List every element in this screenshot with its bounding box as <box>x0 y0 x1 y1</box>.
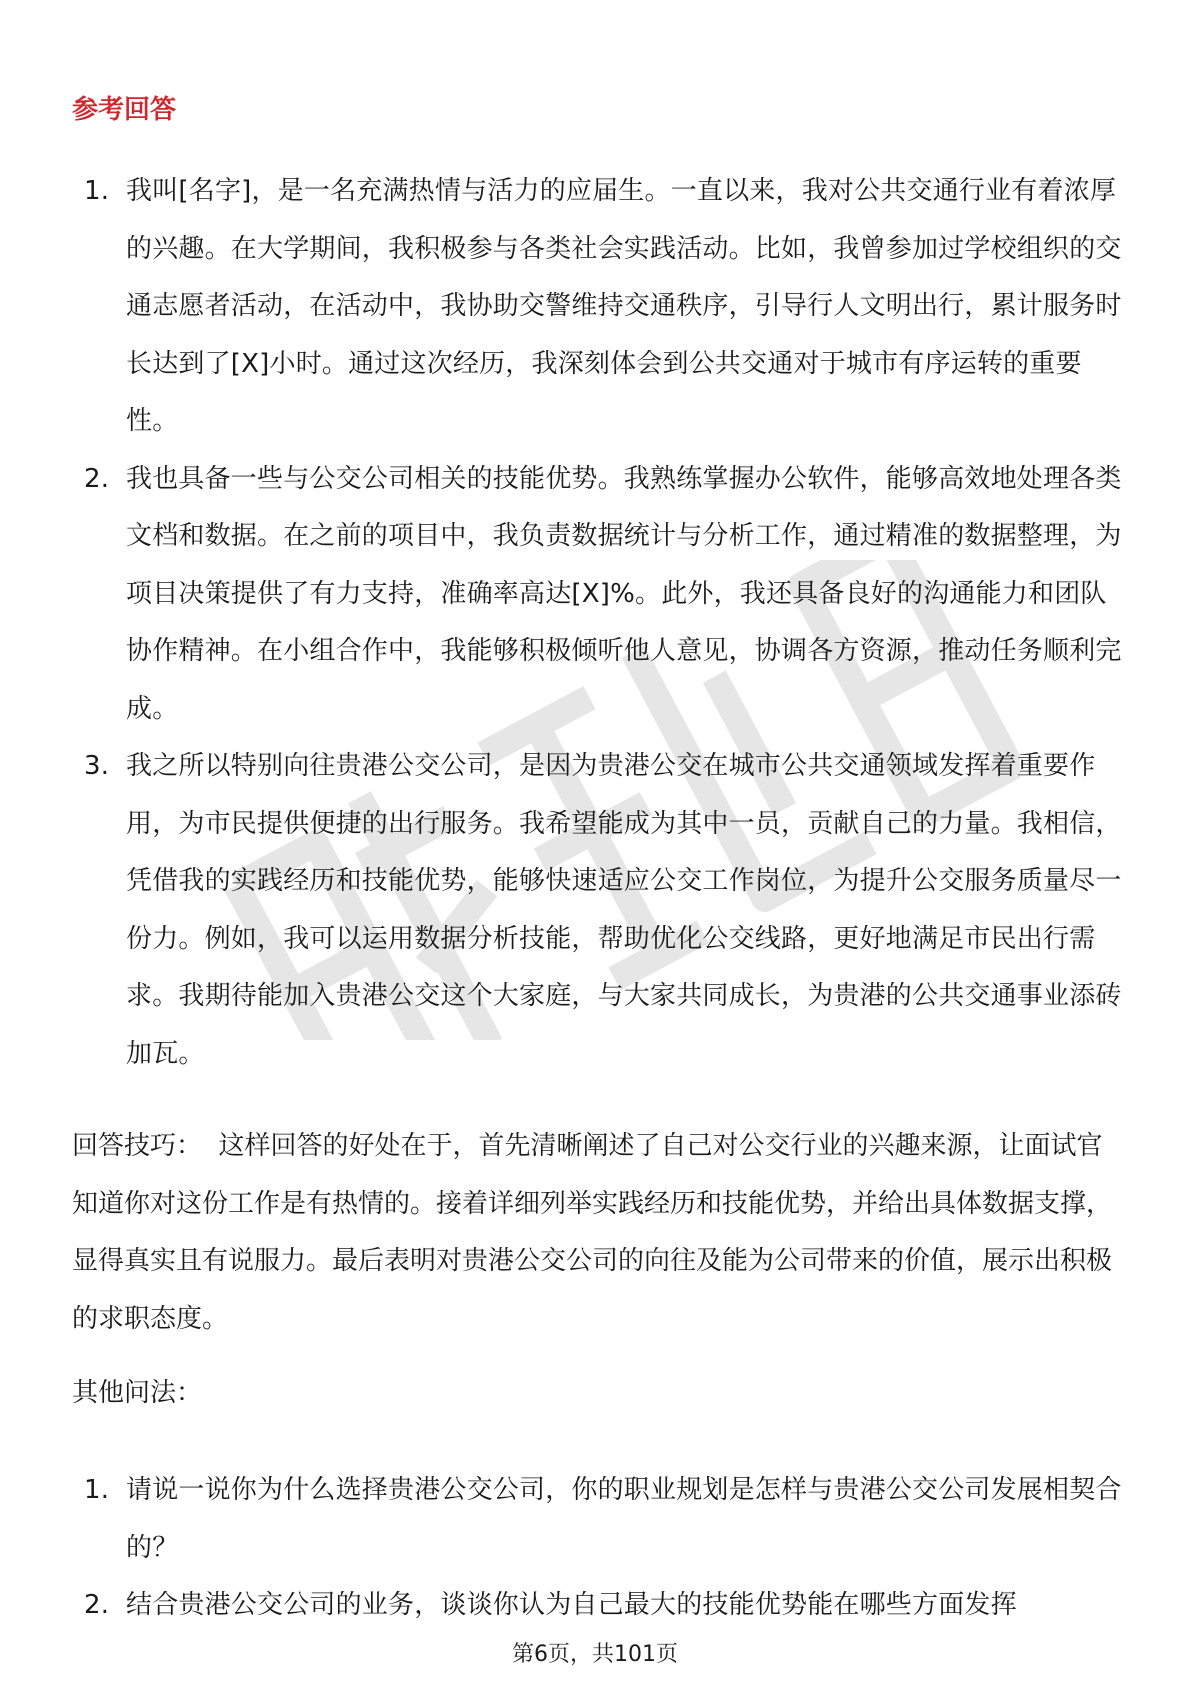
list-item <box>72 1577 1122 1635</box>
list-item <box>72 163 1122 451</box>
page-footer: 第6页，共101页 <box>512 1642 678 1667</box>
list-number: 3. <box>84 751 110 781</box>
tips-text: 这样回答的好处在于，首先清晰阐述了自己对公交行业的兴趣来源，让面试官知道你对这份工作是有热情的。接着详细列举实践经历和技能优势，并给出具体数据支撑，显得真实且有说服力。最后表明对贵港公交公司的向往及能为公司带来的价值，展示出积极的求职态度。 <box>72 1131 1113 1334</box>
tips-label: 回答技巧： <box>72 1131 203 1161</box>
answer-list <box>72 163 1122 1083</box>
list-number: 1. <box>84 176 110 206</box>
list-number: 1. <box>84 1475 110 1505</box>
list-item <box>72 1462 1122 1577</box>
list-item-text: 我叫[名字]，是一名充满热情与活力的应届生。一直以来，我对公共交通行业有着浓厚的兴趣。在大学期间，我积极参与各类社会实践活动。比如，我曾参加过学校组织的交通志愿者活动，在活动中，我协助交警维持交通秩序，引导行人文明出行，累计服务时长达到了[X]小时。通过这次经历，我深刻体会到公共交通对于城市有序运转的重要性。 <box>126 176 1122 436</box>
list-item-text: 请说一说你为什么选择贵港公交公司，你的职业规划是怎样与贵港公交公司发展相契合的？ <box>126 1475 1122 1563</box>
section-title: 参考回答 <box>72 95 177 125</box>
list-item-text: 结合贵港公交公司的业务，谈谈你认为自己最大的技能优势能在哪些方面发挥 <box>126 1590 1017 1620</box>
answer-tips <box>72 1118 1127 1348</box>
list-item <box>72 451 1122 739</box>
list-item-text: 我也具备一些与公交公司相关的技能优势。我熟练掌握办公软件，能够高效地处理各类文档和数据。在之前的项目中，我负责数据统计与分析工作，通过精准的数据整理，为项目决策提供了有力支持，准确率高达[X]%。此外，我还具备良好的沟通能力和团队协作精神。在小组合作中，我能够积极倾听他人意见，协调各方资源，推动任务顺利完成。 <box>126 463 1122 724</box>
list-number: 2. <box>84 1590 110 1620</box>
list-item-text: 我之所以特别向往贵港公交公司，是因为贵港公交在城市公共交通领域发挥着重要作用，为市民提供便捷的出行服务。我希望能成为其中一员，贡献自己的力量。我相信，凭借我的实践经历和技能优势，能够快速适应公交工作岗位，为提升公交服务质量尽一份力。例如，我可以运用数据分析技能，帮助优化公交线路，更好地满足市民出行需求。我期待能加入贵港公交这个大家庭，与大家共同成长，为贵港的公共交通事业添砖加瓦。 <box>126 751 1122 1069</box>
list-item <box>72 738 1122 1083</box>
list-number: 2. <box>84 463 110 494</box>
other-questions-label: 其他问法： <box>72 1378 203 1408</box>
alt-question-list <box>72 1462 1122 1635</box>
